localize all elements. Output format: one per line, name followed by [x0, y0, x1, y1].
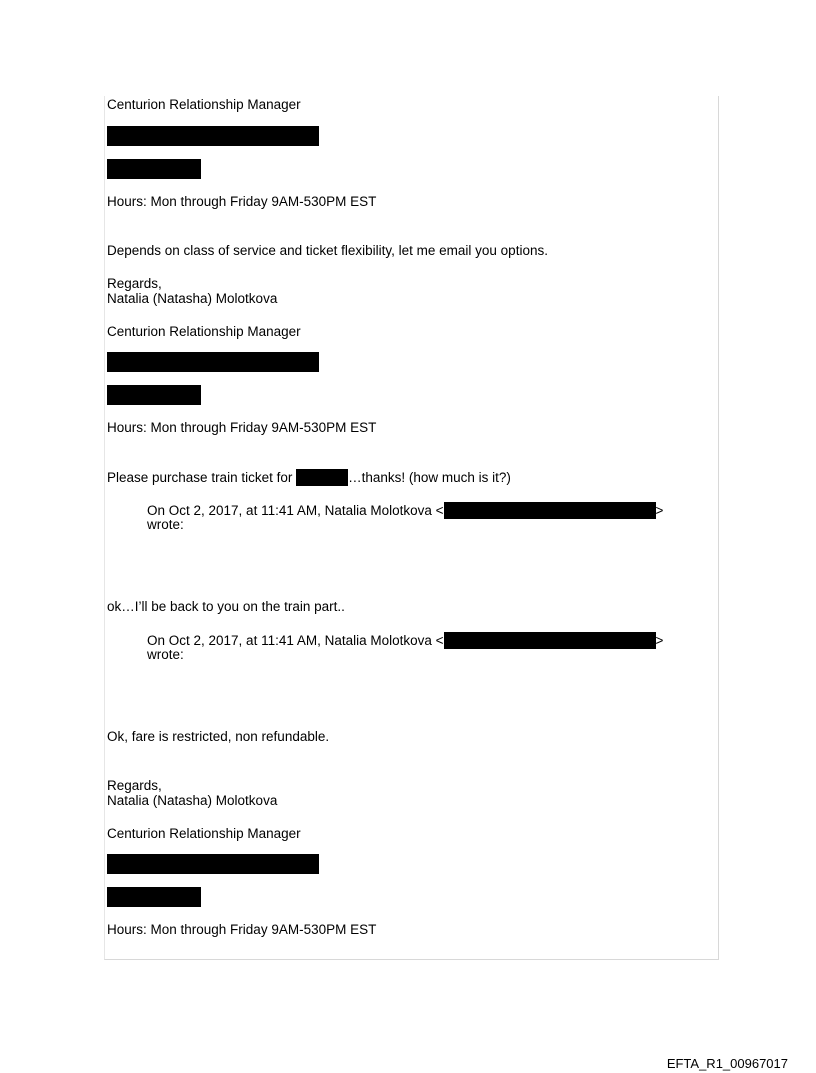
- signature-title: Centurion Relationship Manager: [107, 324, 301, 339]
- quote-header: [147, 632, 663, 649]
- quote-close-bracket: >: [655, 633, 664, 648]
- inline-redaction: [296, 469, 348, 486]
- signature-title: Centurion Relationship Manager: [107, 826, 301, 841]
- quote-wrote: wrote:: [147, 647, 184, 662]
- request-text-after: …thanks! (how much is it?): [348, 470, 511, 485]
- message-body: Ok, fare is restricted, non refundable.: [107, 729, 330, 744]
- quote-attribution: On Oct 2, 2017, at 11:41 AM, Natalia Molotkova <: [147, 633, 444, 648]
- signature-regards: Regards,: [107, 778, 162, 793]
- signature-hours: Hours: Mon through Friday 9AM-530PM EST: [107, 194, 377, 209]
- signature-hours: Hours: Mon through Friday 9AM-530PM EST: [107, 922, 377, 937]
- signature-title: Centurion Relationship Manager: [107, 97, 301, 112]
- signature-name: Natalia (Natasha) Molotkova: [107, 291, 278, 306]
- inline-redaction: [444, 632, 656, 649]
- inline-redaction: [444, 502, 656, 519]
- redaction-bar: [107, 385, 201, 405]
- signature-regards: Regards,: [107, 276, 162, 291]
- quote-close-bracket: >: [655, 503, 664, 518]
- request-line: [107, 469, 511, 486]
- signature-name: Natalia (Natasha) Molotkova: [107, 793, 278, 808]
- message-body: Depends on class of service and ticket flexibility, let me email you options.: [107, 243, 548, 258]
- redaction-bar: [107, 854, 319, 874]
- redaction-bar: [107, 126, 319, 146]
- redaction-bar: [107, 352, 319, 372]
- message-body: ok…I’ll be back to you on the train part..: [107, 599, 345, 614]
- quote-wrote: wrote:: [147, 517, 184, 532]
- redaction-bar: [107, 159, 201, 179]
- document-id: EFTA_R1_00967017: [666, 1056, 788, 1071]
- redaction-bar: [107, 887, 201, 907]
- request-text-before: Please purchase train ticket for: [107, 470, 297, 485]
- quote-header: [147, 502, 663, 519]
- signature-hours: Hours: Mon through Friday 9AM-530PM EST: [107, 420, 377, 435]
- quote-attribution: On Oct 2, 2017, at 11:41 AM, Natalia Molotkova <: [147, 503, 444, 518]
